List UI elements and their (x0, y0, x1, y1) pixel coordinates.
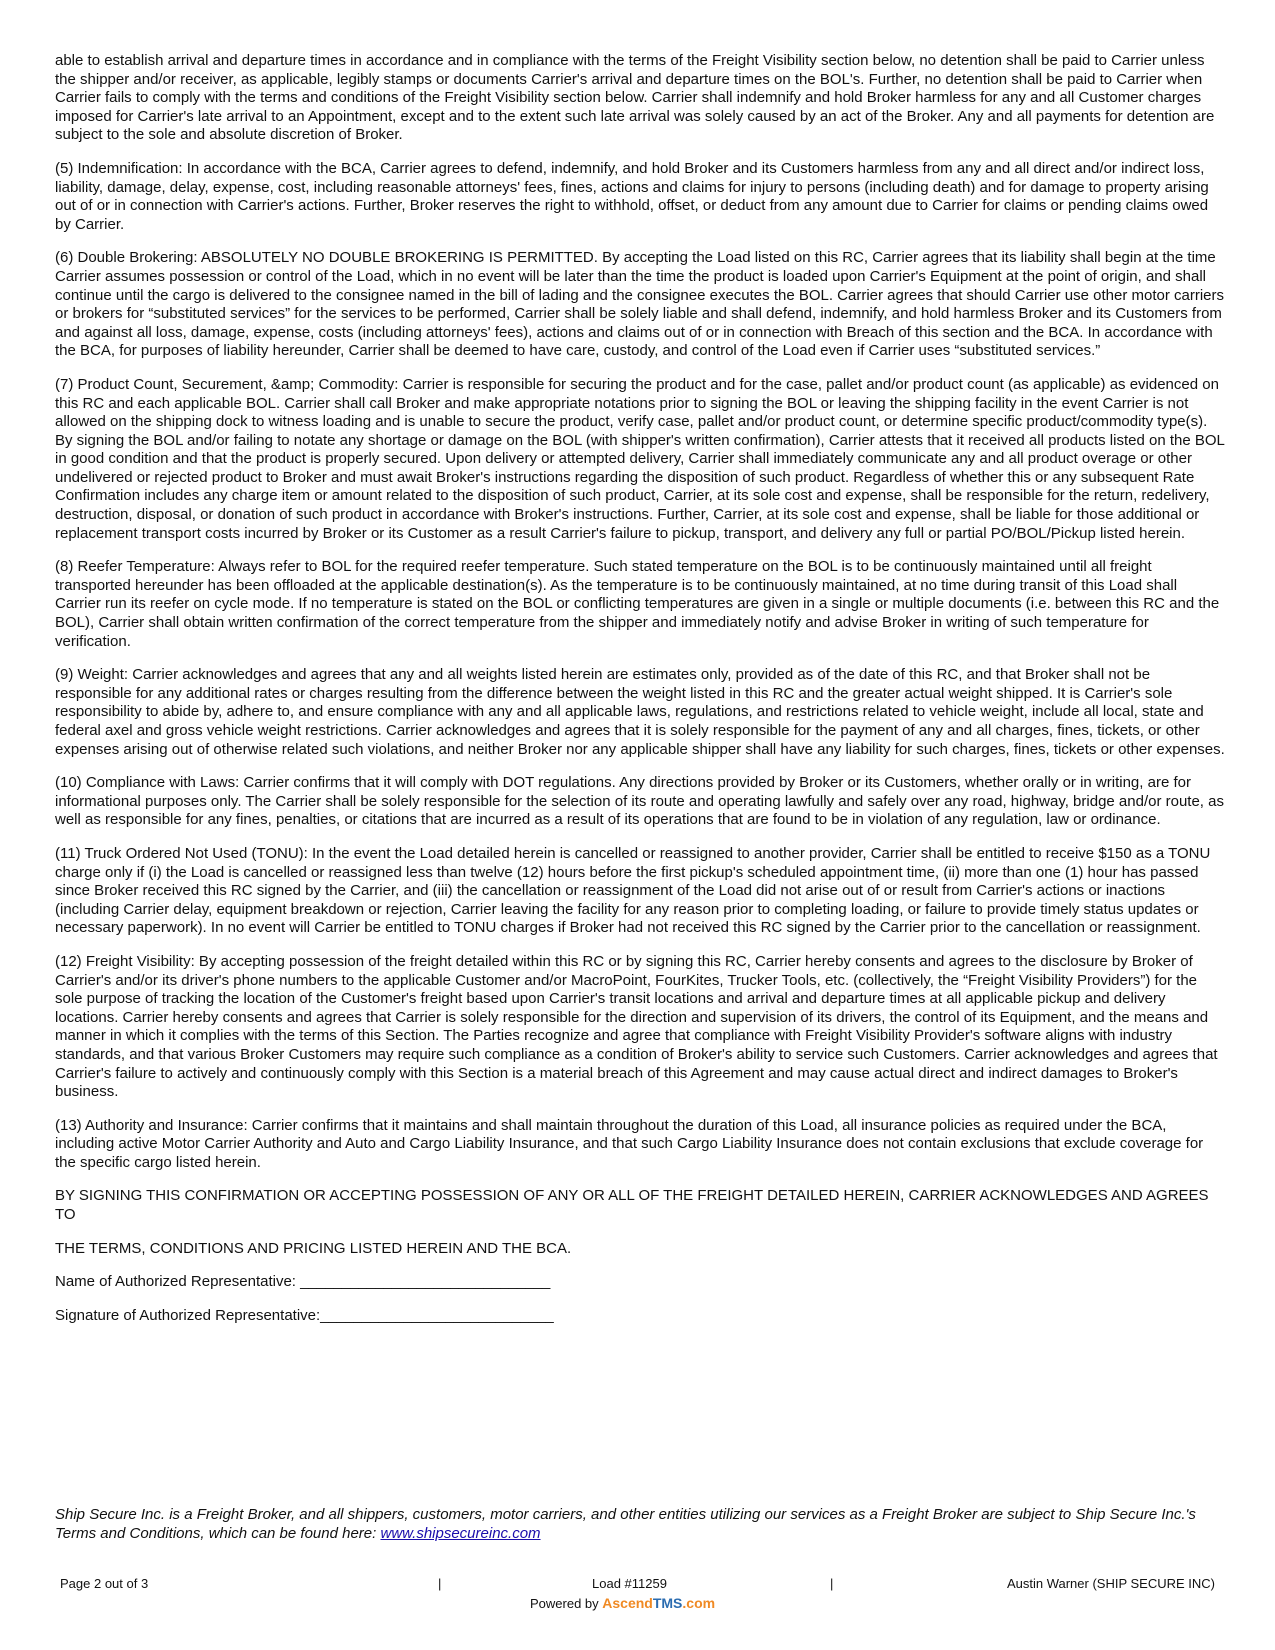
terms-link[interactable]: www.shipsecureinc.com (380, 1524, 541, 1542)
broker-disclaimer (55, 1506, 1225, 1543)
paragraph-double-brokering: (6) Double Brokering: ABSOLUTELY NO DOUBLE BROKERING IS PERMITTED. By accepting the Load listed on this RC, Carrier agrees that its liability shall begin at the time Carrier assumes possession or control of the Load, which in no event will be later than the time the product is loaded upon Carrier's Equipment at the point of origin, and shall continue until the cargo is delivered to the consignee named in the bill of lading and the consignee executes the BOL. Carrier agrees that should Carrier use other motor carriers or brokers for “substituted services” for the services to be performed, Carrier shall be solely liable and shall defend, indemnify, and hold harmless Broker and its Customers from and against all loss, damage, expense, costs (including attorneys' fees), actions and claims out of or in connection with Breach of this section and the BCA. In accordance with the BCA, for purposes of liability hereunder, Carrier shall be deemed to have care, custody, and control of the Load even if Carrier uses “substituted services.” (55, 249, 1224, 360)
paragraph-product-count: (7) Product Count, Securement, &amp; Commodity: Carrier is responsible for securing the product and for the case, pallet and/or product count (as applicable) as evidenced on this RC and each applicable BOL. Carrier shall call Broker and make appropriate notations prior to signing the BOL or leaving the shipping facility in the event Carrier is not allowed on the shipping dock to witness loading and is unable to secure the product, verify case, pallet and/or product count, or determine specific product/commodity type(s). By signing the BOL and/or failing to notate any shortage or damage on the BOL (with shipper's written confirmation), Carrier attests that it received all products listed on the BOL in good condition and that the product is properly secured. Upon delivery or attempted delivery, Carrier shall immediately communicate any and all product overage or other undelivered or rejected product to Broker and must await Broker's instructions regarding the disposition of such product. Regardless of whether this or any subsequent Rate Confirmation includes any charge item or amount related to the disposition of such product, Carrier, at its sole cost and expense, shall be responsible for the return, redelivery, destruction, disposal, or donation of such product in accordance with Broker's instructions. Further, Carrier, at its sole cost and expense, shall be liable for those additional or replacement transport costs incurred by Broker or its Customer as a result Carrier's failure to pickup, transport, and delivery any full or partial PO/BOL/Pickup listed herein. (55, 375, 1225, 542)
paragraph-tonu: (11) Truck Ordered Not Used (TONU): In the event the Load detailed herein is cancelled or reassigned to another provider, Carrier shall be entitled to receive $150 as a TONU charge only if (i) the Load is cancelled or reassigned less than twelve (12) hours before the first pickup's scheduled appointment time, (ii) more than one (1) hour has passed since Broker received this RC signed by the Carrier, and (iii) the cancellation or reassignment of the Load did not arise out of or result from Carrier's actions or inactions (including Carrier delay, equipment breakdown or rejection, Carrier leaving the facility for any reason prior to completing loading, or failure to provide timely status updates or necessary paperwork). In no event will Carrier be entitled to TONU charges if Broker had not received this RC signed by the Carrier prior to the cancellation or reassignment. (55, 844, 1211, 937)
page-footer (0, 1576, 1275, 1626)
disclaimer-text: Ship Secure Inc. is a Freight Broker, and all shippers, customers, motor carriers, and other entities utilizing our services as a Freight Broker are subject to Ship Secure Inc.'s Terms and Conditions, which can be found here: (55, 1506, 1196, 1542)
paragraph-freight-visibility: (12) Freight Visibility: By accepting possession of the freight detailed within this RC or by signing this RC, Carrier hereby consents and agrees to the disclosure by Broker of Carrier's and/or its driver's phone numbers to the applicable Customer and/or MacroPoint, FourKites, Trucker Tools, etc. (collectively, the “Freight Visibility Providers”) for the sole purpose of tracking the location of the Customer's freight based upon Carrier's transit locations and arrival and departure times at all applicable pickup and delivery locations. Carrier hereby consents and agrees that Carrier is solely responsible for the direction and supervision of its drivers, the control of its Equipment, and the means and manner in which it complies with the terms of this Section. The Parties recognize and agree that compliance with Freight Visibility Provider's software aligns with industry standards, and that various Broker Customers may require such compliance as a condition of Broker's ability to service such Customers. Carrier acknowledges and agrees that Carrier's failure to actively and continuously comply with this Section is a material breach of this Agreement and may cause actual direct and indirect damages to Broker's business. (55, 952, 1218, 1101)
load-number: Load #11259 (592, 1576, 667, 1591)
paragraph-authority-insurance: (13) Authority and Insurance: Carrier confirms that it maintains and shall maintain throughout the duration of this Load, all insurance policies as required under the BCA, including active Motor Carrier Authority and Auto and Cargo Liability Insurance, and that such Cargo Liability Insurance does not contain exclusions that exclude coverage for the specific cargo listed herein. (55, 1116, 1204, 1171)
footer-separator: | (830, 1576, 834, 1591)
powered-by (530, 1595, 715, 1611)
paragraph-detention-continued: able to establish arrival and departure times in accordance and in compliance with the terms of the Freight Visibility section below, no detention shall be paid to Carrier unless the shipper and/or receiver, as applicable, legibly stamps or documents Carrier's arrival and departure times on the BOL's. Further, no detention shall be paid to Carrier when Carrier fails to comply with the terms and conditions of the Freight Visibility section below. Carrier shall indemnify and hold Broker harmless for any and all Customer charges imposed for Carrier's late arrival to an Appointment, except and to the extent such late arrival was solely caused by an act of the Broker. Any and all payments for detention are subject to the sole and absolute discretion of Broker. (55, 52, 1215, 144)
user-name: Austin Warner (SHIP SECURE INC) (1006, 1576, 1215, 1591)
paragraph-indemnification: (5) Indemnification: In accordance with the BCA, Carrier agrees to defend, indemnify, and hold Broker and its Customers harmless from any and all direct and/or indirect loss, liability, damage, delay, expense, cost, including reasonable attorneys' fees, fines, actions and claims for injury to persons (including death) and for damage to property arising out of or in connection with Carrier's actions. Further, Broker reserves the right to withhold, offset, or deduct from any amount due to Carrier for claims or pending claims owed by Carrier. (55, 159, 1209, 233)
ascendtms-logo: AscendTMS.com (602, 1595, 716, 1611)
acknowledgement-line-1: BY SIGNING THIS CONFIRMATION OR ACCEPTING POSSESSION OF ANY OR ALL OF THE FREIGHT DETAILED HEREIN, CARRIER ACKNOWLEDGES AND AGREES TO (55, 1187, 1209, 1224)
document-body (55, 52, 1225, 1340)
powered-by-label: Powered by (530, 1596, 603, 1611)
paragraph-weight: (9) Weight: Carrier acknowledges and agrees that any and all weights listed herein are estimates only, provided as of the date of this RC, and that Broker shall not be responsible for any additional rates or charges resulting from the difference between the weight listed in this RC and the greater actual weight shipped. It is Carrier's sole responsibility to abide by, adhere to, and ensure compliance with any and all applicable laws, regulations, and restrictions related to vehicle weight, include all local, state and federal axel and gross vehicle weight restrictions. Carrier acknowledges and agrees that it is solely responsible for the payment of any and all charges, fines, tickets, or other expenses arising out of otherwise related such violations, and neither Broker nor any applicable shipper shall have any liability for such charges, fines, tickets or other expenses. (55, 666, 1225, 758)
name-of-representative-field[interactable]: Name of Authorized Representative: ______________________________ (55, 1273, 551, 1291)
signature-of-representative-field[interactable]: Signature of Authorized Representative:____________________________ (55, 1306, 554, 1324)
paragraph-reefer-temperature: (8) Reefer Temperature: Always refer to BOL for the required reefer temperature. Such stated temperature on the BOL is to be continuously maintained until all freight transported hereunder has been offloaded at the applicable destination(s). As the temperature is to be continuously maintained, at no time during transit of this Load shall Carrier run its reefer on cycle mode. If no temperature is stated on the BOL or conflicting temperatures are given in a single or multiple documents (i.e. between this RC and the BOL), Carrier shall obtain written confirmation of the correct temperature from the shipper and immediately notify and advise Broker in writing of such temperature for verification. (55, 558, 1220, 650)
paragraph-compliance: (10) Compliance with Laws: Carrier confirms that it will comply with DOT regulations. Any directions provided by Broker or its Customers, whether orally or in writing, are for informational purposes only. The Carrier shall be solely responsible for the selection of its route and operating lawfully and safely over any road, highway, bridge and/or route, as well as responsible for any fines, penalties, or citations that are incurred as a result of its operations that are found to be in violation of any regulation, law or ordinance. (55, 774, 1224, 829)
page-number: Page 2 out of 3 (60, 1576, 149, 1591)
footer-separator: | (438, 1576, 442, 1591)
acknowledgement-line-2: THE TERMS, CONDITIONS AND PRICING LISTED HEREIN AND THE BCA. (55, 1239, 572, 1257)
